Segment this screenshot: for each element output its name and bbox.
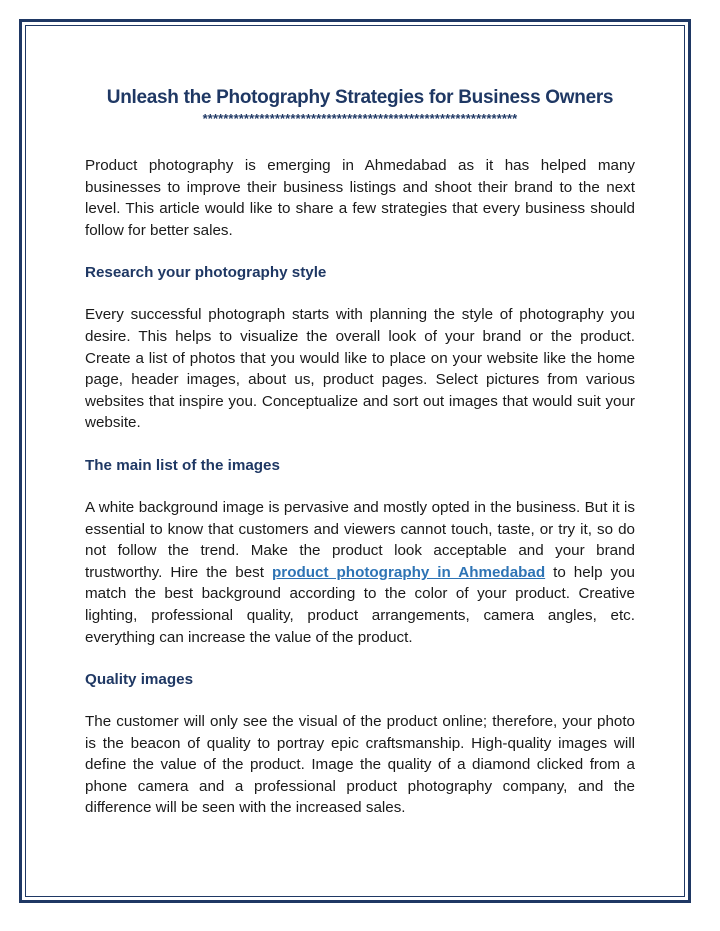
product-photography-link[interactable]: product photography in Ahmedabad <box>272 563 546 581</box>
section-heading-quality: Quality images <box>85 671 194 689</box>
body-text-after-link: to help you match the best background according to the color of your product. Creative lighting, professional quality, product arrangements, camera angles, etc. everything can increase the value of the product. <box>85 563 635 646</box>
section-body-quality: The customer will only see the visual of the product online; therefore, your photo is the beacon of quality to portray epic craftsmanship. High-quality images will define the value of the product. Image the quality of a diamond clicked from a phone camera and a professional product photography company, and the difference will be seen with the increased sales. <box>85 713 635 817</box>
body-text-before-link: A white background image is pervasive and mostly opted in the business. But it is essential to know that customers and viewers cannot touch, taste, or try it, so do not follow the trend. Make the product look acceptable and your brand trustworthy. Hire the best <box>85 498 635 581</box>
section-heading-research: Research your photography style <box>85 264 327 282</box>
document-body <box>85 86 635 819</box>
intro-paragraph: Product photography is emerging in Ahmedabad as it has helped many businesses to improve their business listings and shoot their brand to the next level. This article would like to share a few strategies that every business should follow for better sales. <box>85 157 635 239</box>
section-body-main-list <box>85 497 635 648</box>
section-body-research: Every successful photograph starts with planning the style of photography you desire. This helps to visualize the overall look of your brand or the product. Create a list of photos that you would like to place on your website like the home page, header images, about us, product pages. Select pictures from various websites that inspire you. Conceptualize and sort out images that would suit your website. <box>85 306 635 432</box>
title-divider: ************************************************************* <box>202 112 518 126</box>
section-heading-main-list: The main list of the images <box>85 456 280 474</box>
document-title: Unleash the Photography Strategies for Business Owners <box>106 87 614 108</box>
